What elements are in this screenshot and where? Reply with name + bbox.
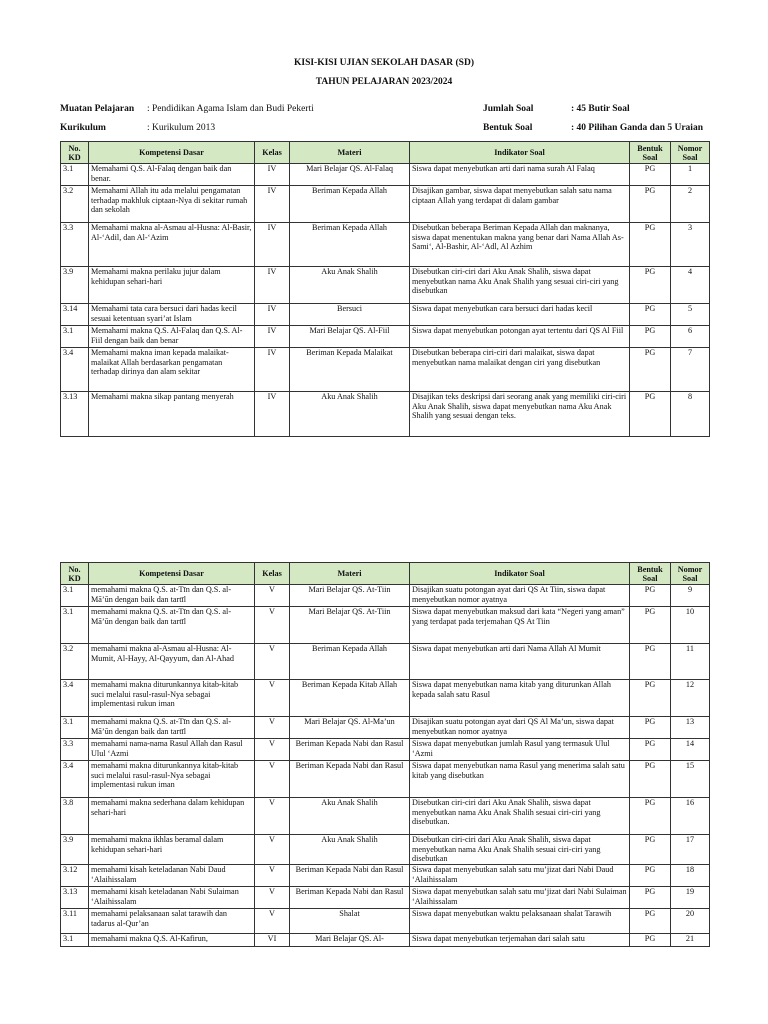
table-row	[61, 223, 710, 267]
table-row	[61, 739, 710, 761]
kompetensi-cell: Memahami tata cara bersuci dari hadas kecil sesuai ketentuan syari’at Islam	[89, 304, 255, 326]
kompetensi-cell: memahami makna al-Asmau al-Husna: Al-Mumit, Al-Hayy, Al-Qayyum, dan Al-Ahad	[89, 644, 255, 680]
kd-cell: 3.1	[61, 934, 89, 947]
kelas-cell: V	[255, 644, 290, 680]
kompetensi-cell: memahami makna diturunkannya kitab-kitab suci melalui rasul-rasul-Nya sebagai implementasi rukun iman	[89, 761, 255, 798]
nomor-cell: 5	[671, 304, 710, 326]
kd-cell: 3.3	[61, 739, 89, 761]
indikator-cell: Siswa dapat menyebutkan salah satu mu’jizat dari Nabi Sulaiman ‘Alaihissalam	[410, 887, 630, 909]
table-row	[61, 585, 710, 607]
materi-cell: Beriman Kepada Nabi dan Rasul	[290, 865, 410, 887]
kompetensi-cell: Memahami Q.S. Al-Falaq dengan baik dan benar.	[89, 164, 255, 186]
header-indikator: Indikator Soal	[410, 563, 630, 585]
materi-cell: Mari Belajar QS. Al-Fiil	[290, 326, 410, 348]
bentuk-cell: PG	[630, 607, 671, 644]
indikator-cell: Siswa dapat menyebutkan arti dari nama surah Al Falaq	[410, 164, 630, 186]
nomor-cell: 16	[671, 798, 710, 835]
indikator-cell: Disebutkan beberapa ciri-ciri dari malaikat, siswa dapat menyebutkan nama malaikat dengan ciri yang disebutkan	[410, 348, 630, 392]
table-row	[61, 186, 710, 223]
materi-cell: Aku Anak Shalih	[290, 392, 410, 437]
table-row	[61, 680, 710, 717]
materi-cell: Aku Anak Shalih	[290, 835, 410, 865]
materi-cell: Mari Belajar QS. At-Tiin	[290, 607, 410, 644]
indikator-cell: Siswa dapat menyebutkan arti dari Nama Allah Al Mumit	[410, 644, 630, 680]
header-materi: Materi	[290, 563, 410, 585]
table-row	[61, 761, 710, 798]
bentuk-cell: PG	[630, 223, 671, 267]
materi-cell: Beriman Kepada Nabi dan Rasul	[290, 887, 410, 909]
nomor-cell: 10	[671, 607, 710, 644]
kompetensi-cell: Memahami makna perilaku jujur dalam kehidupan sehari-hari	[89, 267, 255, 304]
kelas-cell: IV	[255, 304, 290, 326]
materi-cell: Beriman Kepada Allah	[290, 223, 410, 267]
kelas-cell: V	[255, 739, 290, 761]
bentuk-cell: PG	[630, 304, 671, 326]
header-indikator: Indikator Soal	[410, 142, 630, 164]
nomor-cell: 13	[671, 717, 710, 739]
nomor-cell: 20	[671, 909, 710, 934]
kompetensi-cell: memahami makna Q.S. at-Tīn dan Q.S. al-Mā’ūn dengan baik dan tartīl	[89, 717, 255, 739]
kd-cell: 3.13	[61, 887, 89, 909]
header-bentuk: Bentuk Soal	[630, 563, 671, 585]
kompetensi-cell: memahami pelaksanaan salat tarawih dan tadarus al-Qur’an	[89, 909, 255, 934]
kd-cell: 3.1	[61, 164, 89, 186]
indikator-cell: Siswa dapat menyebutkan cara bersuci dari hadas kecil	[410, 304, 630, 326]
document-subtitle: TAHUN PELAJARAN 2023/2024	[315, 77, 453, 87]
kd-cell: 3.1	[61, 607, 89, 644]
nomor-cell: 1	[671, 164, 710, 186]
indikator-cell: Siswa dapat menyebutkan nama Rasul yang menerima salah satu kitab yang disebutkan	[410, 761, 630, 798]
kd-cell: 3.9	[61, 835, 89, 865]
kelas-cell: IV	[255, 186, 290, 223]
kelas-cell: IV	[255, 348, 290, 392]
table-row	[61, 267, 710, 304]
table-row	[61, 909, 710, 934]
bentuk-cell: PG	[630, 887, 671, 909]
kelas-cell: IV	[255, 326, 290, 348]
bentuk-cell: PG	[630, 644, 671, 680]
nomor-cell: 17	[671, 835, 710, 865]
kelas-cell: VI	[255, 934, 290, 947]
header-kelas: Kelas	[255, 563, 290, 585]
indikator-cell: Siswa dapat menyebutkan potongan ayat tertentu dari QS Al Fiil	[410, 326, 630, 348]
indikator-cell: Siswa dapat menyebutkan jumlah Rasul yang termasuk Ulul ‘Azmi	[410, 739, 630, 761]
kelas-cell: V	[255, 761, 290, 798]
indikator-cell: Siswa dapat menyebutkan salah satu mu’jizat dari Nabi Daud ‘Alaihissalam	[410, 865, 630, 887]
grid-table-2	[60, 562, 710, 947]
materi-cell: Aku Anak Shalih	[290, 798, 410, 835]
nomor-cell: 3	[671, 223, 710, 267]
grid-table-1	[60, 141, 710, 437]
bentuk-cell: PG	[630, 392, 671, 437]
header-nomor: Nomor Soal	[671, 563, 710, 585]
total-questions-label: Jumlah Soal	[483, 104, 534, 114]
kelas-cell: V	[255, 585, 290, 607]
materi-cell: Beriman Kepada Kitab Allah	[290, 680, 410, 717]
materi-cell: Mari Belajar QS. Al-	[290, 934, 410, 947]
kelas-cell: IV	[255, 267, 290, 304]
kd-cell: 3.4	[61, 761, 89, 798]
curriculum-label: Kurikulum	[60, 123, 106, 133]
kd-cell: 3.3	[61, 223, 89, 267]
kompetensi-cell: memahami makna ikhlas beramal dalam kehidupan sehari-hari	[89, 835, 255, 865]
kd-cell: 3.9	[61, 267, 89, 304]
table-row	[61, 326, 710, 348]
nomor-cell: 9	[671, 585, 710, 607]
header-kd: No. KD	[61, 142, 89, 164]
materi-cell: Beriman Kepada Allah	[290, 186, 410, 223]
kompetensi-cell: Memahami makna iman kepada malaikat-malaikat Allah berdasarkan pengamatan terhadap dirinya dan alam sekitar	[89, 348, 255, 392]
question-form-value: : 40 Pilihan Ganda dan 5 Uraian	[571, 123, 703, 133]
subject-label: Muatan Pelajaran	[60, 104, 135, 114]
indikator-cell: Disajikan suatu potongan ayat dari QS At Tiin, siswa dapat menyebutkan nomor ayatnya	[410, 585, 630, 607]
kompetensi-cell: Memahami makna sikap pantang menyerah	[89, 392, 255, 437]
kompetensi-cell: Memahami Allah itu ada melalui pengamatan terhadap makhluk ciptaan-Nya di sekitar rumah dan sekolah	[89, 186, 255, 223]
bentuk-cell: PG	[630, 326, 671, 348]
kelas-cell: V	[255, 607, 290, 644]
kompetensi-cell: memahami makna Q.S. Al-Kafirun,	[89, 934, 255, 947]
materi-cell: Mari Belajar QS. Al-Falaq	[290, 164, 410, 186]
kelas-cell: IV	[255, 164, 290, 186]
kd-cell: 3.1	[61, 717, 89, 739]
bentuk-cell: PG	[630, 835, 671, 865]
table-row	[61, 798, 710, 835]
kompetensi-cell: Memahami makna Q.S. Al-Falaq dan Q.S. Al-Fiil dengan baik dan benar	[89, 326, 255, 348]
kd-cell: 3.4	[61, 680, 89, 717]
kelas-cell: V	[255, 798, 290, 835]
indikator-cell: Siswa dapat menyebutkan terjemahan dari salah satu	[410, 934, 630, 947]
indikator-cell: Siswa dapat menyebutkan nama kitab yang diturunkan Allah kepada salah satu Rasul	[410, 680, 630, 717]
kelas-cell: V	[255, 909, 290, 934]
header-kompetensi: Kompetensi Dasar	[89, 142, 255, 164]
table-row	[61, 348, 710, 392]
nomor-cell: 15	[671, 761, 710, 798]
header-materi: Materi	[290, 142, 410, 164]
kd-cell: 3.12	[61, 865, 89, 887]
table-row	[61, 717, 710, 739]
subject-value: : Pendidikan Agama Islam dan Budi Pekerti	[147, 104, 314, 114]
table-row	[61, 304, 710, 326]
table-row	[61, 164, 710, 186]
bentuk-cell: PG	[630, 164, 671, 186]
table-row	[61, 392, 710, 437]
bentuk-cell: PG	[630, 934, 671, 947]
kelas-cell: V	[255, 717, 290, 739]
bentuk-cell: PG	[630, 186, 671, 223]
bentuk-cell: PG	[630, 717, 671, 739]
kompetensi-cell: memahami makna sederhana dalam kehidupan sehari-hari	[89, 798, 255, 835]
curriculum-value: : Kurikulum 2013	[147, 123, 216, 133]
kelas-cell: IV	[255, 223, 290, 267]
header-kelas: Kelas	[255, 142, 290, 164]
kd-cell: 3.14	[61, 304, 89, 326]
nomor-cell: 18	[671, 865, 710, 887]
kelas-cell: V	[255, 680, 290, 717]
indikator-cell: Disebutkan ciri-ciri dari Aku Anak Shalih, siswa dapat menyebutkan nama Aku Anak Shalih sesuai ciri-ciri yang disebutkan	[410, 835, 630, 865]
bentuk-cell: PG	[630, 348, 671, 392]
bentuk-cell: PG	[630, 865, 671, 887]
materi-cell: Beriman Kepada Malaikat	[290, 348, 410, 392]
kelas-cell: V	[255, 887, 290, 909]
materi-cell: Mari Belajar QS. Al-Ma’un	[290, 717, 410, 739]
materi-cell: Beriman Kepada Allah	[290, 644, 410, 680]
bentuk-cell: PG	[630, 909, 671, 934]
nomor-cell: 7	[671, 348, 710, 392]
bentuk-cell: PG	[630, 267, 671, 304]
table-row	[61, 887, 710, 909]
bentuk-cell: PG	[630, 739, 671, 761]
nomor-cell: 4	[671, 267, 710, 304]
header-kompetensi: Kompetensi Dasar	[89, 563, 255, 585]
kelas-cell: V	[255, 865, 290, 887]
nomor-cell: 8	[671, 392, 710, 437]
bentuk-cell: PG	[630, 798, 671, 835]
bentuk-cell: PG	[630, 680, 671, 717]
kd-cell: 3.13	[61, 392, 89, 437]
materi-cell: Beriman Kepada Nabi dan Rasul	[290, 761, 410, 798]
header-nomor: Nomor Soal	[671, 142, 710, 164]
materi-cell: Shalat	[290, 909, 410, 934]
bentuk-cell: PG	[630, 761, 671, 798]
kd-cell: 3.2	[61, 186, 89, 223]
indikator-cell: Siswa dapat menyebutkan maksud dari kata “Negeri yang aman” yang terdapat pada terjemahan QS At Tiin	[410, 607, 630, 644]
indikator-cell: Siswa dapat menyebutkan waktu pelaksanaan shalat Tarawih	[410, 909, 630, 934]
kompetensi-cell: memahami kisah keteladanan Nabi Daud ‘Alaihissalam	[89, 865, 255, 887]
kelas-cell: V	[255, 835, 290, 865]
materi-cell: Mari Belajar QS. At-Tiin	[290, 585, 410, 607]
kelas-cell: IV	[255, 392, 290, 437]
indikator-cell: Disebutkan ciri-ciri dari Aku Anak Shalih, siswa dapat menyebutkan nama Aku Anak Shalih yang sesuai ciri-ciri yang disebutkan	[410, 267, 630, 304]
nomor-cell: 21	[671, 934, 710, 947]
indikator-cell: Disebutkan ciri-ciri dari Aku Anak Shalih, siswa dapat menyebutkan nama Aku Anak Shalih sesuai ciri-ciri yang disebutkan.	[410, 798, 630, 835]
indikator-cell: Disajikan gambar, siswa dapat menyebutkan salah satu nama ciptaan Allah yang terdapat di dalam gambar	[410, 186, 630, 223]
indikator-cell: Disajikan teks deskripsi dari seorang anak yang memiliki ciri-ciri Aku Anak Shalih, siswa dapat menyebutkan nama Aku Anak Shalih yang sesuai dengan teks.	[410, 392, 630, 437]
table-header-row	[61, 563, 710, 585]
kd-cell: 3.1	[61, 585, 89, 607]
nomor-cell: 12	[671, 680, 710, 717]
bentuk-cell: PG	[630, 585, 671, 607]
kompetensi-cell: memahami makna Q.S. at-Tīn dan Q.S. al-Mā’ūn dengan baik dan tartīl	[89, 607, 255, 644]
indikator-cell: Disajikan suatu potongan ayat dari QS Al Ma’un, siswa dapat menyebutkan nomor ayatnya	[410, 717, 630, 739]
header-bentuk: Bentuk Soal	[630, 142, 671, 164]
table-header-row	[61, 142, 710, 164]
table-row	[61, 934, 710, 947]
kd-cell: 3.2	[61, 644, 89, 680]
document-title: KISI-KISI UJIAN SEKOLAH DASAR (SD)	[293, 58, 474, 68]
kd-cell: 3.4	[61, 348, 89, 392]
kd-cell: 3.11	[61, 909, 89, 934]
kompetensi-cell: memahami nama-nama Rasul Allah dan Rasul Ulul ‘Azmi	[89, 739, 255, 761]
question-form-label: Bentuk Soal	[483, 123, 533, 133]
indikator-cell: Disebutkan beberapa Beriman Kepada Allah dan maknanya, siswa dapat menentukan makna yang benar dari Nama Allah As-Sami‘, Al-Bashir, Al-‘Adl, Al Azhim	[410, 223, 630, 267]
kd-cell: 3.8	[61, 798, 89, 835]
kompetensi-cell: memahami makna Q.S. at-Tīn dan Q.S. al-Mā’ūn dengan baik dan tartīl	[89, 585, 255, 607]
header-kd: No. KD	[61, 563, 89, 585]
nomor-cell: 19	[671, 887, 710, 909]
nomor-cell: 14	[671, 739, 710, 761]
total-questions-value: : 45 Butir Soal	[571, 104, 630, 114]
nomor-cell: 6	[671, 326, 710, 348]
nomor-cell: 2	[671, 186, 710, 223]
table-row	[61, 865, 710, 887]
kd-cell: 3.1	[61, 326, 89, 348]
materi-cell: Beriman Kepada Nabi dan Rasul	[290, 739, 410, 761]
kompetensi-cell: memahami kisah keteladanan Nabi Sulaiman ‘Alaihissalam	[89, 887, 255, 909]
table-row	[61, 607, 710, 644]
nomor-cell: 11	[671, 644, 710, 680]
kompetensi-cell: Memahami makna al-Asmau al-Husna: Al-Basir, Al-‘Adil, dan Al-‘Azim	[89, 223, 255, 267]
kompetensi-cell: memahami makna diturunkannya kitab-kitab suci melalui rasul-rasul-Nya sebagai implementasi rukun iman	[89, 680, 255, 717]
table-row	[61, 835, 710, 865]
table-row	[61, 644, 710, 680]
materi-cell: Aku Anak Shalih	[290, 267, 410, 304]
materi-cell: Bersuci	[290, 304, 410, 326]
